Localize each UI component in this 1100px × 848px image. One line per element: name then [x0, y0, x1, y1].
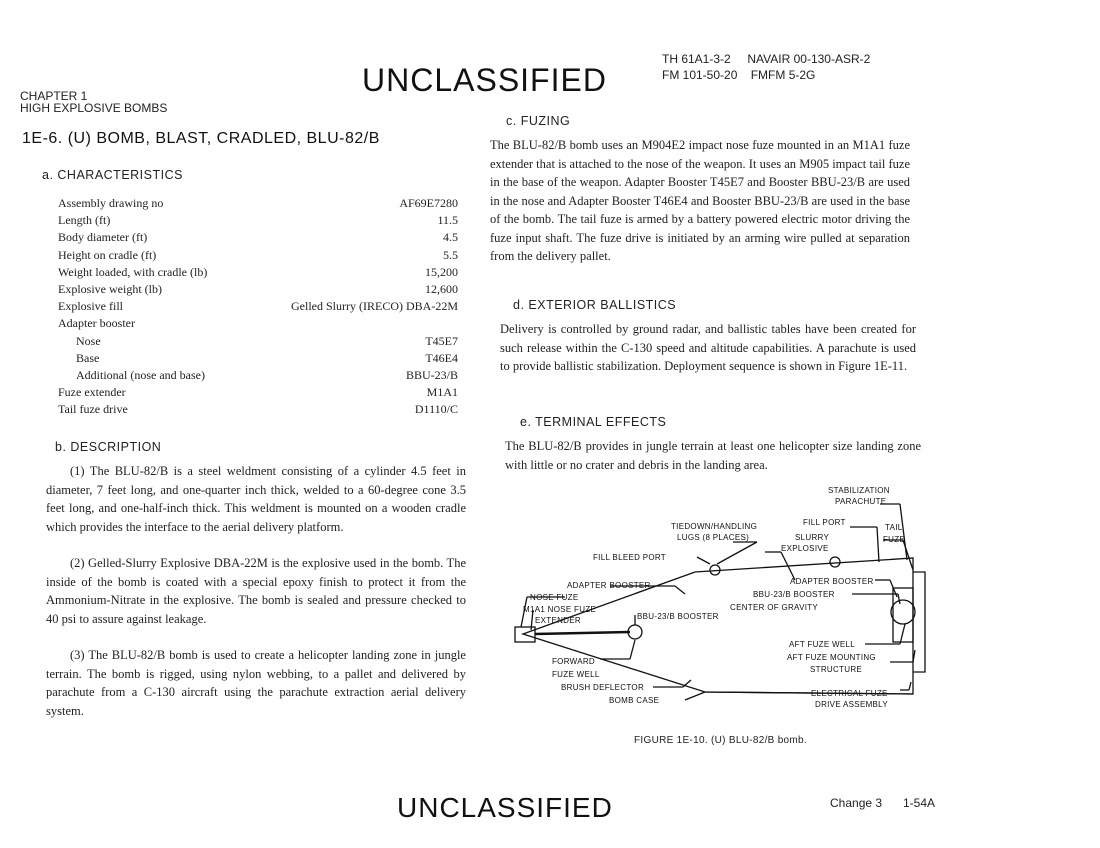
classification-banner-top: UNCLASSIFIED — [362, 62, 607, 98]
label-bomb-case: BOMB CASE — [609, 696, 660, 705]
characteristics-value: T46E4 — [425, 350, 458, 365]
publication-id-line2: FM 101-50-20 FMFM 5-2G — [662, 68, 816, 82]
characteristics-row — [58, 385, 458, 400]
label-adapter-booster-right: ADAPTER BOOSTER — [790, 577, 874, 586]
chapter-label: CHAPTER 1 — [20, 89, 88, 103]
label-brush-deflector: BRUSH DEFLECTOR — [561, 683, 645, 692]
terminal-effects-title: e. TERMINAL EFFECTS — [520, 415, 667, 429]
ballistics-body: Delivery is controlled by ground radar, and ballistic tables have been created for such release within the C-130 speed and altitude capabilities. A parachute is used to provide ballistic stabilization. Deployment sequence is shown in Figure 1E-11. — [500, 322, 916, 373]
characteristics-label: Additional (nose and base) — [76, 368, 205, 382]
characteristics-row — [58, 316, 458, 331]
characteristics-label: Nose — [76, 333, 101, 348]
characteristics-value: 11.5 — [437, 213, 458, 228]
description-paragraph-1: (1) The BLU-82/B is a steel weldment consisting of a cylinder 4.5 feet in diameter, 7 feet long, and one-quarter inch thick, welded to a 60-degree cone 3.5 feet long, and one-half-inch thick. This weldment is mounted on a wooden cradle which provides the interface to the aerial delivery platform. — [46, 464, 466, 534]
characteristics-label: Fuze extender — [58, 385, 126, 400]
characteristics-row — [58, 213, 458, 228]
label-bbu-booster-right: BBU-23/B BOOSTER — [753, 590, 835, 599]
characteristics-value: Gelled Slurry (IRECO) DBA-22M — [291, 299, 458, 314]
fuzing-title: c. FUZING — [506, 114, 571, 128]
page-number: 1-54A — [903, 796, 936, 810]
characteristics-row — [58, 402, 458, 417]
classification-banner-bottom: UNCLASSIFIED — [397, 792, 613, 823]
label-slurry: SLURRY — [795, 533, 830, 542]
label-fill-port: FILL PORT — [803, 518, 846, 527]
label-extender: EXTENDER — [535, 616, 581, 625]
characteristics-row — [58, 196, 458, 211]
label-parachute: PARACHUTE — [835, 497, 887, 506]
characteristics-row — [58, 282, 458, 297]
characteristics-row — [58, 230, 458, 245]
label-nose-fuze: NOSE FUZE — [530, 593, 579, 602]
blu82-bomb-figure — [505, 482, 935, 732]
characteristics-label: Explosive fill — [58, 299, 123, 314]
description-paragraph-2: (2) Gelled-Slurry Explosive DBA-22M is the explosive used in the bomb. The inside of the bomb is coated with a special epoxy finish to protect it from the Ammonium-Nitrate in the explosive. The bomb is sealed and pressure checked to 40 psi to assure against leakage. — [46, 556, 466, 626]
characteristics-value: 12,600 — [425, 282, 458, 296]
section-title: HIGH EXPLOSIVE BOMBS — [20, 101, 168, 115]
label-explosive: EXPLOSIVE — [781, 544, 829, 553]
label-stabilization: STABILIZATION — [828, 486, 890, 495]
characteristics-row — [58, 299, 458, 314]
label-lugs: LUGS (8 PLACES) — [677, 533, 750, 542]
characteristics-label: Height on cradle (ft) — [58, 247, 157, 262]
characteristics-value: BBU-23/B — [405, 368, 458, 382]
change-label: Change 3 — [830, 796, 883, 810]
characteristics-value: AF69E7280 — [399, 196, 458, 210]
terminal-effects-body: The BLU-82/B provides in jungle terrain at least one helicopter size landing zone with little or no crater and debris in the landing area. — [505, 439, 921, 472]
label-drive-assembly: DRIVE ASSEMBLY — [815, 700, 888, 709]
characteristics-row — [58, 351, 458, 366]
figure-caption: FIGURE 1E-10. (U) BLU-82/B bomb. — [634, 735, 807, 746]
label-fuze-well: FUZE WELL — [552, 670, 600, 679]
characteristics-row — [58, 368, 458, 383]
characteristics-label: Body diameter (ft) — [58, 230, 148, 245]
label-structure: STRUCTURE — [810, 665, 863, 674]
description-body — [46, 462, 466, 738]
characteristics-label: Adapter booster — [58, 316, 135, 331]
fuzing-body: The BLU-82/B bomb uses an M904E2 impact nose fuze mounted in an M1A1 fuze extender that is attached to the nose of the weapon. It uses an M905 impact tail fuze in the base of the weapon. Adapter Booster T45E7 and Booster BBU-23/B are used in the nose and Adapter Booster T46E4 and Booster BBU-23/B are used in the base of the bomb. The tail fuze is armed by a battery powered electric motor driving the fuze input shaft. The fuze drive is initiated by an arming wire pulled at separation from the delivery pallet. — [490, 138, 910, 263]
characteristics-row — [58, 265, 458, 280]
characteristics-label: Length (ft) — [58, 213, 111, 228]
page-heading: 1E-6. (U) BOMB, BLAST, CRADLED, BLU-82/B — [22, 130, 380, 147]
label-aft-fuze-well: AFT FUZE WELL — [789, 640, 855, 649]
characteristics-value: 15,200 — [425, 264, 458, 279]
label-tail: TAIL — [885, 523, 903, 532]
publication-id-line1: TH 61A1-3-2 NAVAIR 00-130-ASR-2 — [662, 52, 871, 66]
characteristics-value: M1A1 — [426, 385, 458, 400]
label-forward: FORWARD — [552, 657, 595, 666]
description-title: b. DESCRIPTION — [55, 440, 162, 454]
characteristics-title: a. CHARACTERISTICS — [42, 168, 183, 182]
label-adapter-booster-left: ADAPTER BOOSTER — [567, 581, 651, 590]
characteristics-row — [58, 334, 458, 349]
characteristics-value: 4.5 — [443, 230, 458, 245]
characteristics-label: Weight loaded, with cradle (lb) — [58, 264, 208, 279]
characteristics-label: Tail fuze drive — [58, 402, 128, 417]
characteristics-row — [58, 248, 458, 263]
characteristics-label: Base — [76, 350, 100, 365]
characteristics-value: 5.5 — [443, 247, 458, 262]
label-fill-bleed-port: FILL BLEED PORT — [593, 553, 666, 562]
label-bbu-booster-center: BBU-23/B BOOSTER — [637, 612, 719, 621]
label-center-of-gravity: CENTER OF GRAVITY — [730, 603, 819, 612]
characteristics-value: D1110/C — [414, 402, 458, 417]
label-electrical-fuze: ELECTRICAL FUZE — [811, 689, 888, 698]
characteristics-value: T45E7 — [425, 333, 458, 348]
label-m1a1-nose-fuze: M1A1 NOSE FUZE — [523, 605, 597, 614]
ballistics-title: d. EXTERIOR BALLISTICS — [513, 298, 677, 312]
description-paragraph-3: (3) The BLU-82/B bomb is used to create a helicopter landing zone in jungle terrain. The bomb is rigged, using nylon webbing, to a pallet and delivered by parachute from a C-130 aircraft using the parachute extraction aerial delivery system. — [46, 648, 466, 718]
label-aft-fuze-mounting: AFT FUZE MOUNTING — [787, 653, 876, 662]
label-tiedown: TIEDOWN/HANDLING — [671, 522, 758, 531]
characteristics-table — [58, 196, 458, 426]
characteristics-label: Assembly drawing no — [58, 196, 164, 210]
characteristics-label: Explosive weight (lb) — [58, 282, 162, 296]
label-tail-fuze: FUZE — [883, 535, 906, 544]
